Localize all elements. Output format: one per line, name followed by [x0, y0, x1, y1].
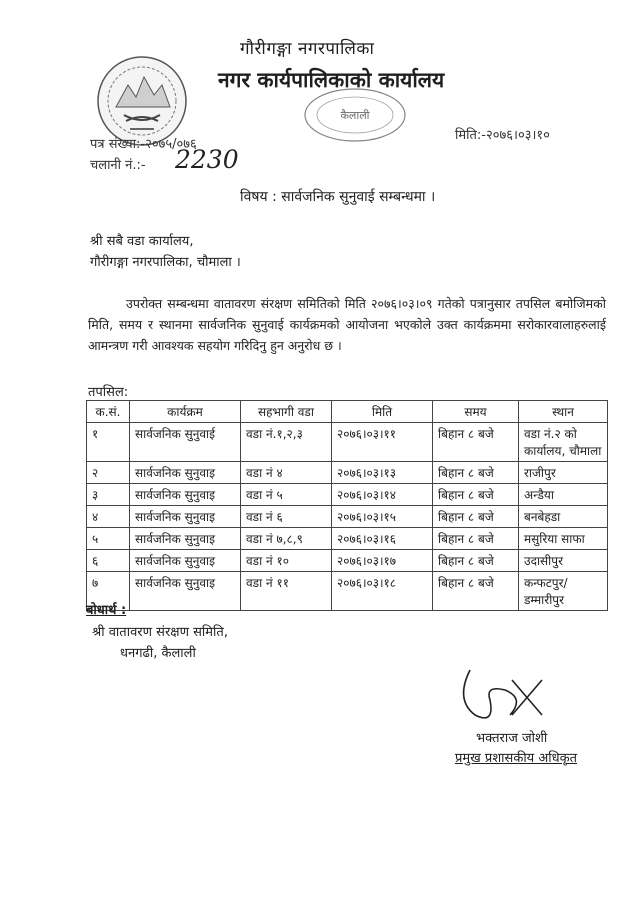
table-row: [87, 506, 608, 528]
office-stamp-icon: [300, 85, 410, 145]
column-header: समय: [433, 401, 519, 423]
table-cell: वडा नं.२ को कार्यालय, चौमाला: [519, 423, 608, 462]
table-cell: २०७६।०३।१४: [332, 484, 433, 506]
column-header: मिति: [332, 401, 433, 423]
table-cell: बिहान ८ बजे: [433, 484, 519, 506]
table-cell: २०७६।०३।११: [332, 423, 433, 462]
table-cell: बिहान ८ बजे: [433, 528, 519, 550]
cc-line-1: श्री वातावरण संरक्षण समिति,: [92, 625, 228, 640]
table-cell: सार्वजनिक सुनुवाइ: [130, 506, 241, 528]
table-cell: वडा नं १०: [241, 550, 332, 572]
column-header: सहभागी वडा: [241, 401, 332, 423]
column-header: स्थान: [519, 401, 608, 423]
column-header: कार्यक्रम: [130, 401, 241, 423]
column-header: क.सं.: [87, 401, 130, 423]
table-cell: वडा नं ६: [241, 506, 332, 528]
table-cell: अन्डैया: [519, 484, 608, 506]
table-cell: बिहान ८ बजे: [433, 550, 519, 572]
table-cell: बिहान ८ बजे: [433, 506, 519, 528]
signatory-title: प्रमुख प्रशासकीय अधिकृत: [455, 751, 578, 766]
addressee-line-2: गौरीगङ्गा नगरपालिका, चौमाला ।: [90, 255, 241, 270]
table-cell: सार्वजनिक सुनुवाइ: [130, 484, 241, 506]
table-cell: बिहान ८ बजे: [433, 462, 519, 484]
signatory-name: भक्तराज जोशी: [476, 731, 548, 746]
stamp-text: कैलाली: [340, 109, 370, 122]
table-cell: बिहान ८ बजे: [433, 423, 519, 462]
table-row: [87, 423, 608, 462]
table-row: [87, 550, 608, 572]
table-cell: सार्वजनिक सुनुवाइ: [130, 462, 241, 484]
table-cell: उदासीपुर: [519, 550, 608, 572]
table-cell: सार्वजनिक सुनुवाइ: [130, 528, 241, 550]
table-cell: २०७६।०३।१७: [332, 550, 433, 572]
table-cell: ७: [87, 572, 130, 611]
table-cell: बनबेहडा: [519, 506, 608, 528]
table-row: [87, 528, 608, 550]
cc-line-2: धनगढी, कैलाली: [120, 646, 196, 661]
table-row: [87, 484, 608, 506]
office-name: नगर कार्यपालिकाको कार्यालय: [218, 68, 445, 92]
table-cell: सार्वजनिक सुनुवाइ: [130, 550, 241, 572]
table-row: [87, 572, 608, 611]
table-cell: २०७६।०३।१८: [332, 572, 433, 611]
details-label: तपसिल:: [88, 385, 129, 400]
table-cell: सार्वजनिक सुनुवाई: [130, 423, 241, 462]
schedule-table: [86, 400, 608, 611]
table-row: [87, 462, 608, 484]
table-cell: वडा नं ४: [241, 462, 332, 484]
table-cell: कन्फटपुर/ डम्मारीपुर: [519, 572, 608, 611]
table-cell: ६: [87, 550, 130, 572]
signature-icon: [450, 660, 560, 730]
table-cell: सार्वजनिक सुनुवाइ: [130, 572, 241, 611]
table-cell: मसुरिया साफा: [519, 528, 608, 550]
table-cell: वडा नं ७,८,९: [241, 528, 332, 550]
body-paragraph: उपरोक्त सम्बन्धमा वातावरण संरक्षण समितिको मिति २०७६।०३।०९ गतेको पत्रानुसार तपसिल बमोजिमको मिति, समय र स्थानमा सार्वजनिक सुनुवाई कार्यक्रमको आयोजना भएकोले उक्त कार्यक्रममा सरोकारवालाहरुलाई आमन्त्रण गरी आवश्यक सहयोग गरिदिनु हुन अनुरोध छ ।: [88, 296, 606, 353]
subject-line: विषय : सार्वजनिक सुनुवाई सम्बन्धमा ।: [240, 189, 436, 205]
letter-number: पत्र संख्या:-२०७५/०७६: [90, 137, 197, 152]
addressee-line-1: श्री सबै वडा कार्यालय,: [90, 234, 194, 249]
table-cell: ३: [87, 484, 130, 506]
table-cell: २०७६।०३।१६: [332, 528, 433, 550]
table-cell: ४: [87, 506, 130, 528]
table-cell: १: [87, 423, 130, 462]
municipality-name: गौरीगङ्गा नगरपालिका: [240, 39, 375, 59]
table-cell: २०७६।०३।१५: [332, 506, 433, 528]
table-cell: बिहान ८ बजे: [433, 572, 519, 611]
table-header-row: [87, 401, 608, 423]
dispatch-label: चलानी नं.:-: [90, 158, 146, 173]
table-cell: राजीपुर: [519, 462, 608, 484]
dispatch-number: 2230: [175, 145, 239, 174]
letter-date: मिति:-२०७६।०३।१०: [455, 128, 550, 143]
table-cell: वडा नं ११: [241, 572, 332, 611]
table-cell: वडा नं ५: [241, 484, 332, 506]
table-cell: २: [87, 462, 130, 484]
cc-label: बोधार्थ :: [86, 603, 127, 618]
table-cell: वडा नं.१,२,३: [241, 423, 332, 462]
table-cell: ५: [87, 528, 130, 550]
table-cell: २०७६।०३।१३: [332, 462, 433, 484]
